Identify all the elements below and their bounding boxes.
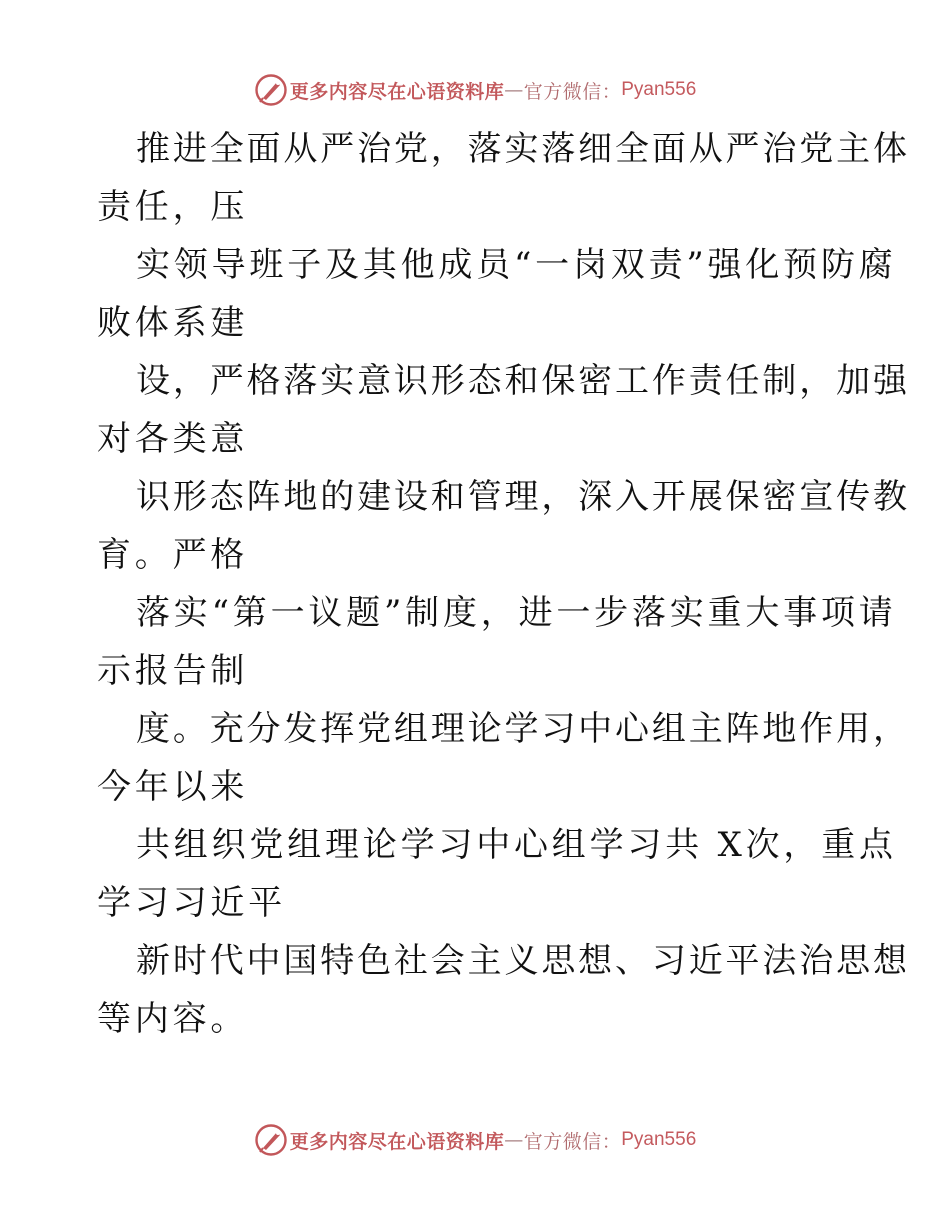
paragraph-6-line-1: 度。充分发挥党组理论学习中心组主阵地作用， xyxy=(136,709,910,749)
paragraph-7-line-2: 学习习近平 xyxy=(97,883,286,923)
watermark-separator: — xyxy=(504,79,524,101)
watermark-wechat-id: Pyan556 xyxy=(621,79,697,100)
quill-logo-icon xyxy=(254,73,288,107)
paragraph-3-line-1: 设，严格落实意识形态和保密工作责任制，加强 xyxy=(136,361,910,401)
watermark-main-text: 更多内容尽在心语资料库 xyxy=(289,1130,505,1153)
paragraph-8-line-1: 新时代中国特色社会主义思想、习近平法治思想 xyxy=(136,941,910,981)
paragraph-5-line-1: 落实“第一议题”制度，进一步落实重大事项请 xyxy=(136,593,897,633)
paragraph-3-line-2: 对各类意 xyxy=(97,419,249,459)
watermark-separator: — xyxy=(504,1129,524,1151)
paragraph-2-line-1: 实领导班子及其他成员“一岗双责”强化预防腐 xyxy=(136,245,897,285)
page-header-watermark xyxy=(0,70,950,110)
page-footer-watermark xyxy=(0,1120,950,1160)
paragraph-7-line-1: 共组织党组理论学习中心组学习共 X次，重点 xyxy=(136,825,897,865)
watermark-main-text: 更多内容尽在心语资料库 xyxy=(289,80,505,103)
paragraph-1-line-2: 责任，压 xyxy=(97,187,249,227)
paragraph-1-line-1: 推进全面从严治党，落实落细全面从严治党主体 xyxy=(136,129,910,169)
paragraph-4-line-2: 育。严格 xyxy=(97,535,249,575)
paragraph-6-line-2: 今年以来 xyxy=(97,767,249,807)
paragraph-4-line-1: 识形态阵地的建设和管理，深入开展保密宣传教 xyxy=(136,477,910,517)
watermark-wechat-label: 官方微信： xyxy=(523,80,622,103)
paragraph-5-line-2: 示报告制 xyxy=(97,651,249,691)
watermark-wechat-label: 官方微信： xyxy=(523,1130,622,1153)
watermark-wechat-id: Pyan556 xyxy=(621,1129,697,1150)
quill-logo-icon xyxy=(254,1123,288,1157)
paragraph-2-line-2: 败体系建 xyxy=(97,303,249,343)
paragraph-8-line-2: 等内容。 xyxy=(97,999,249,1039)
